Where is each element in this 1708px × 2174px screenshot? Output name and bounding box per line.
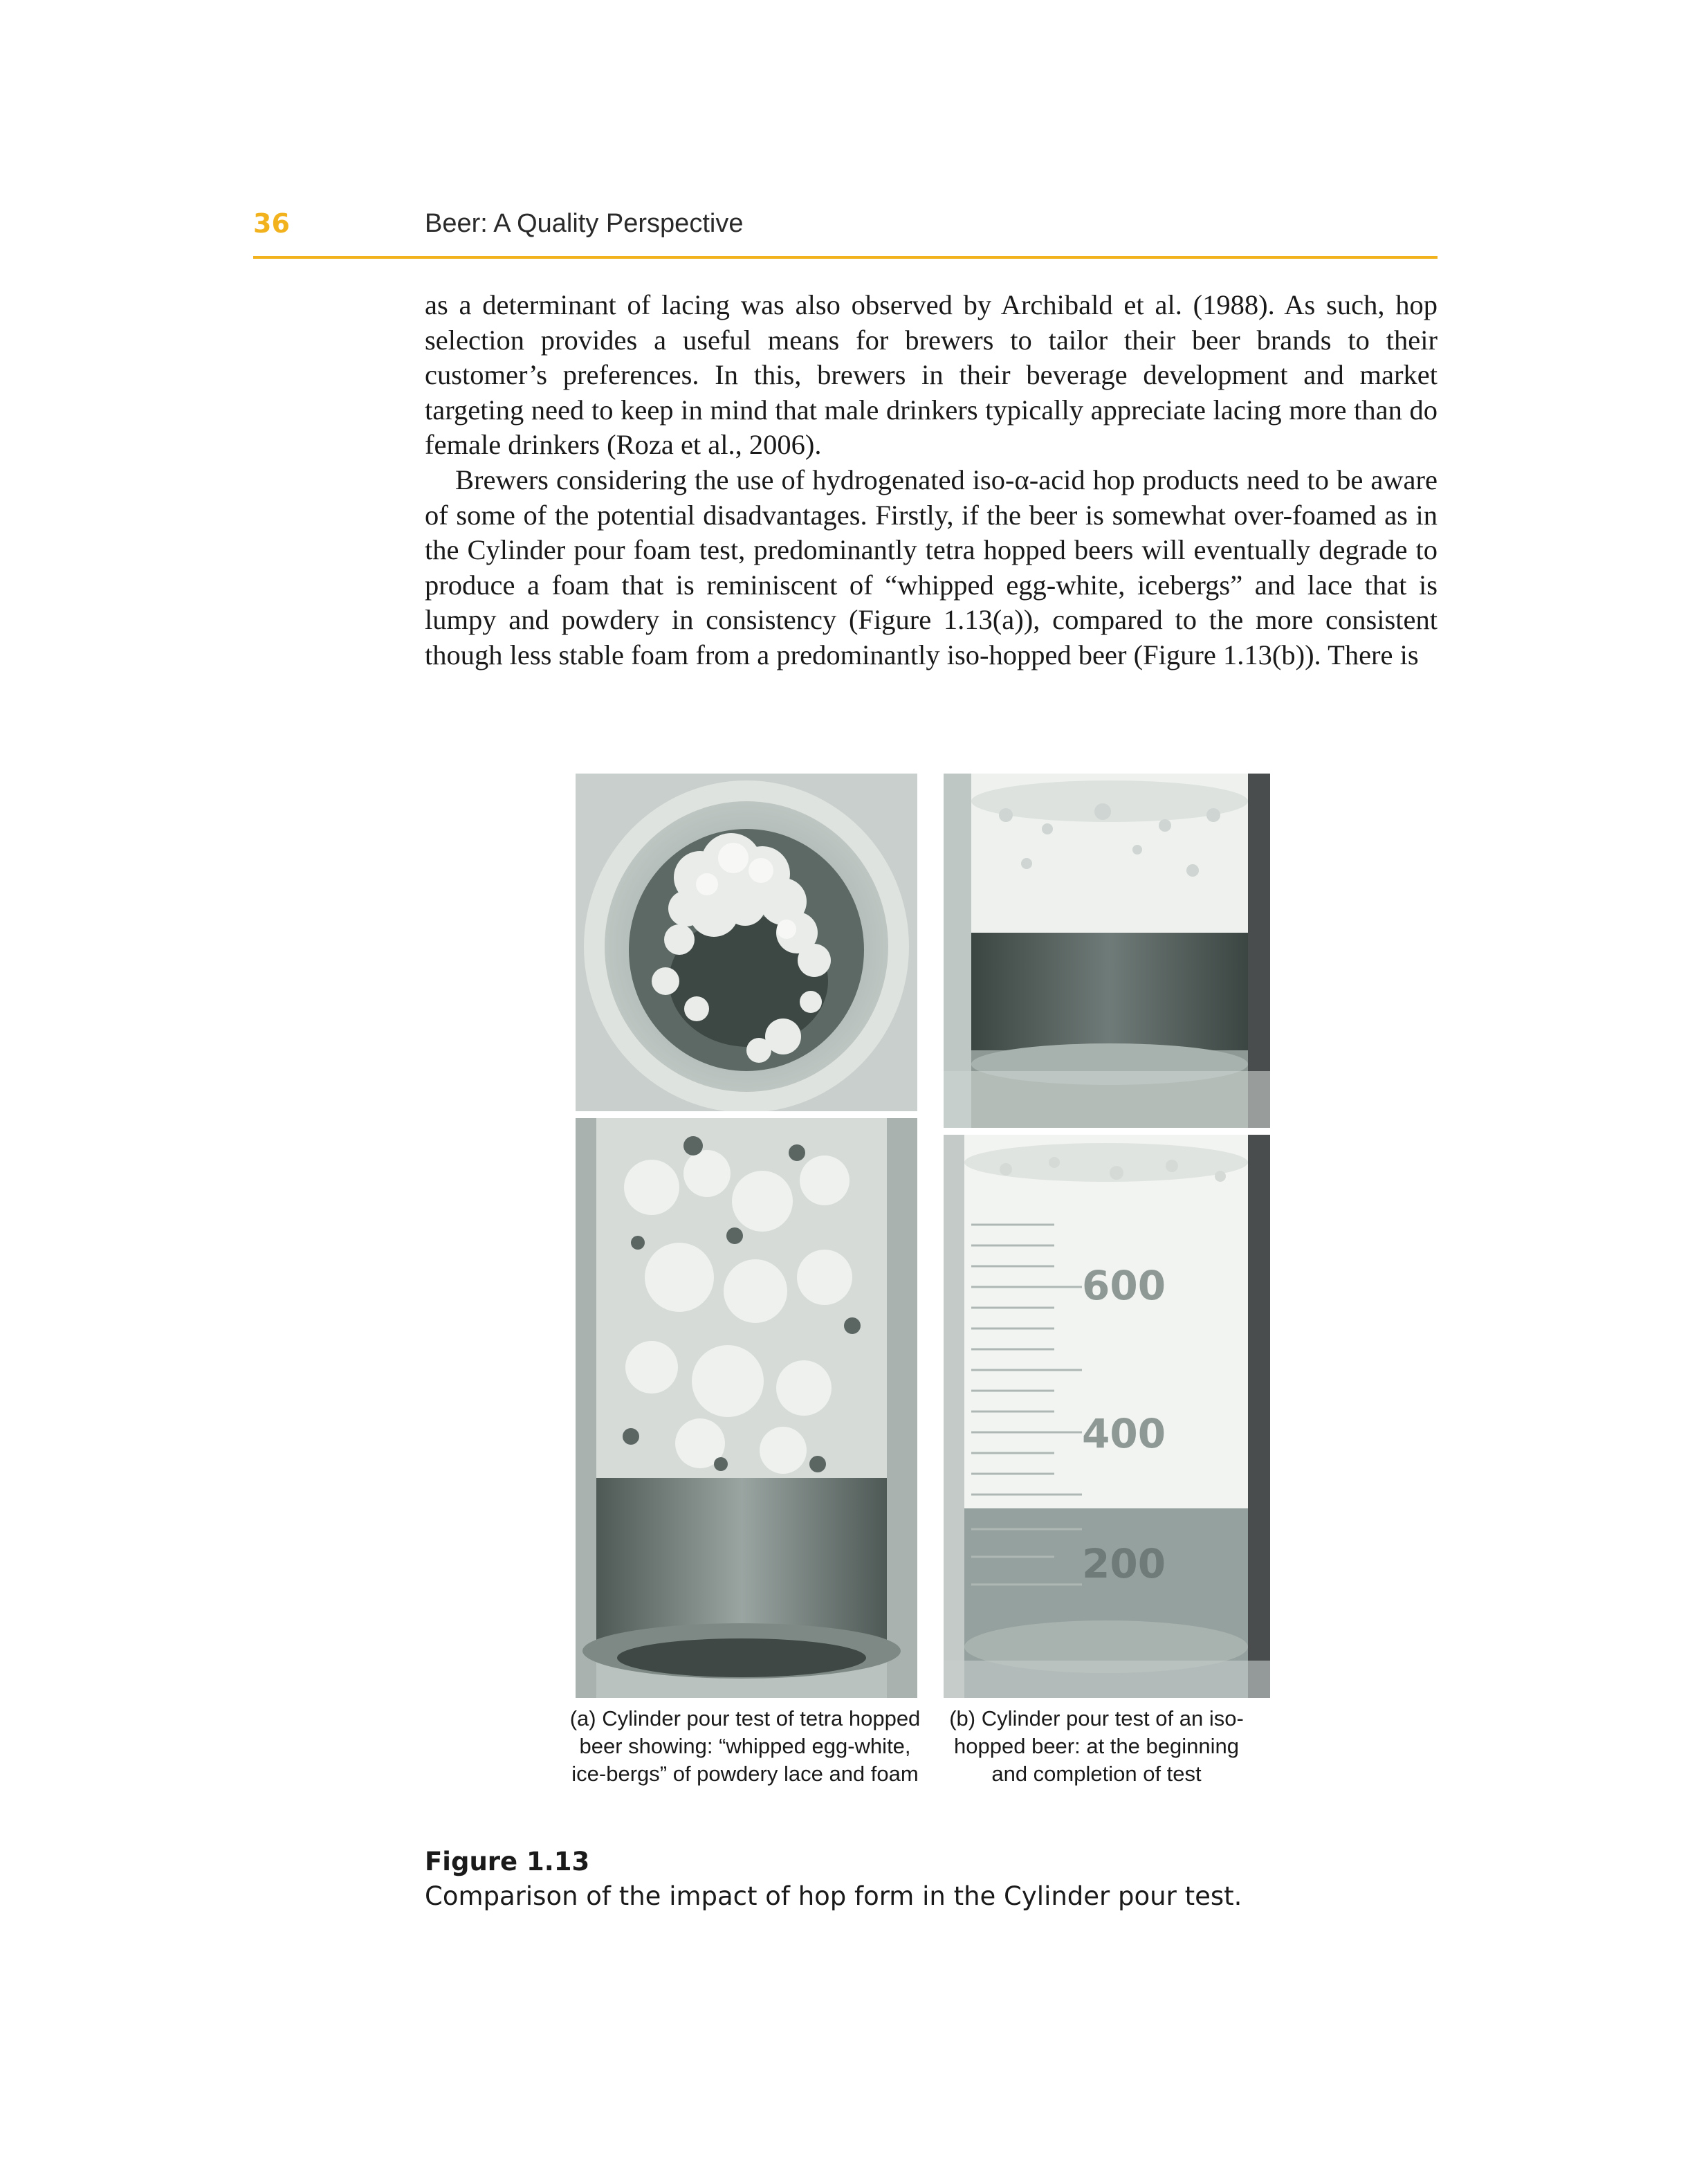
photo-b-completion <box>944 1135 1270 1698</box>
photo-a-side-view <box>576 1118 917 1698</box>
figure-label: Figure 1.13 <box>425 1847 590 1876</box>
body-text <box>425 288 1438 673</box>
page-number: 36 <box>253 208 290 239</box>
figure-1-13 <box>569 774 1270 1786</box>
figure-caption: Comparison of the impact of hop form in the Cylinder pour test. <box>425 1881 1242 1911</box>
subcaption-b: (b) Cylinder pour test of an iso-hopped beer: at the beginning and completion of test <box>949 1706 1244 1786</box>
paragraph-2: Brewers considering the use of hydrogenated iso-α-acid hop products need to be aware of some of the potential disadvantages. Firstly, if the beer is somewhat over-foamed as in the Cylinder pour foam test, predominantly tetra hopped beers will eventually degrade to produce a foam that is reminiscent of “whipped egg-white, icebergs” and lace that is lumpy and powdery in consistency (Figure 1.13(a)), compared to the more consistent though less stable foam from a predominantly iso-hopped beer (Figure 1.13(b)). There is <box>425 464 1438 670</box>
photo-b-beginning <box>944 774 1270 1128</box>
paragraph-1: as a determinant of lacing was also observed by Archibald et al. (1988). As such, hop selection provides a useful means for brewers to tailor their beer brands to their customer’s preferences. In this, brewers in their beverage development and market targeting need to keep in mind that male drinkers typically appreciate lacing more than do female drinkers (Roza et al., 2006). <box>425 289 1438 461</box>
subcaption-a: (a) Cylinder pour test of tetra hopped beer showing: “whipped egg-white, ice-bergs” of powdery lace and foam <box>569 1706 921 1786</box>
scale-200: 200 <box>1082 1540 1166 1587</box>
header-rule <box>253 256 1438 259</box>
running-title: Beer: A Quality Perspective <box>425 209 744 238</box>
scale-400: 400 <box>1082 1410 1166 1457</box>
photo-a-top-view <box>576 774 917 1111</box>
scale-600: 600 <box>1082 1262 1166 1309</box>
